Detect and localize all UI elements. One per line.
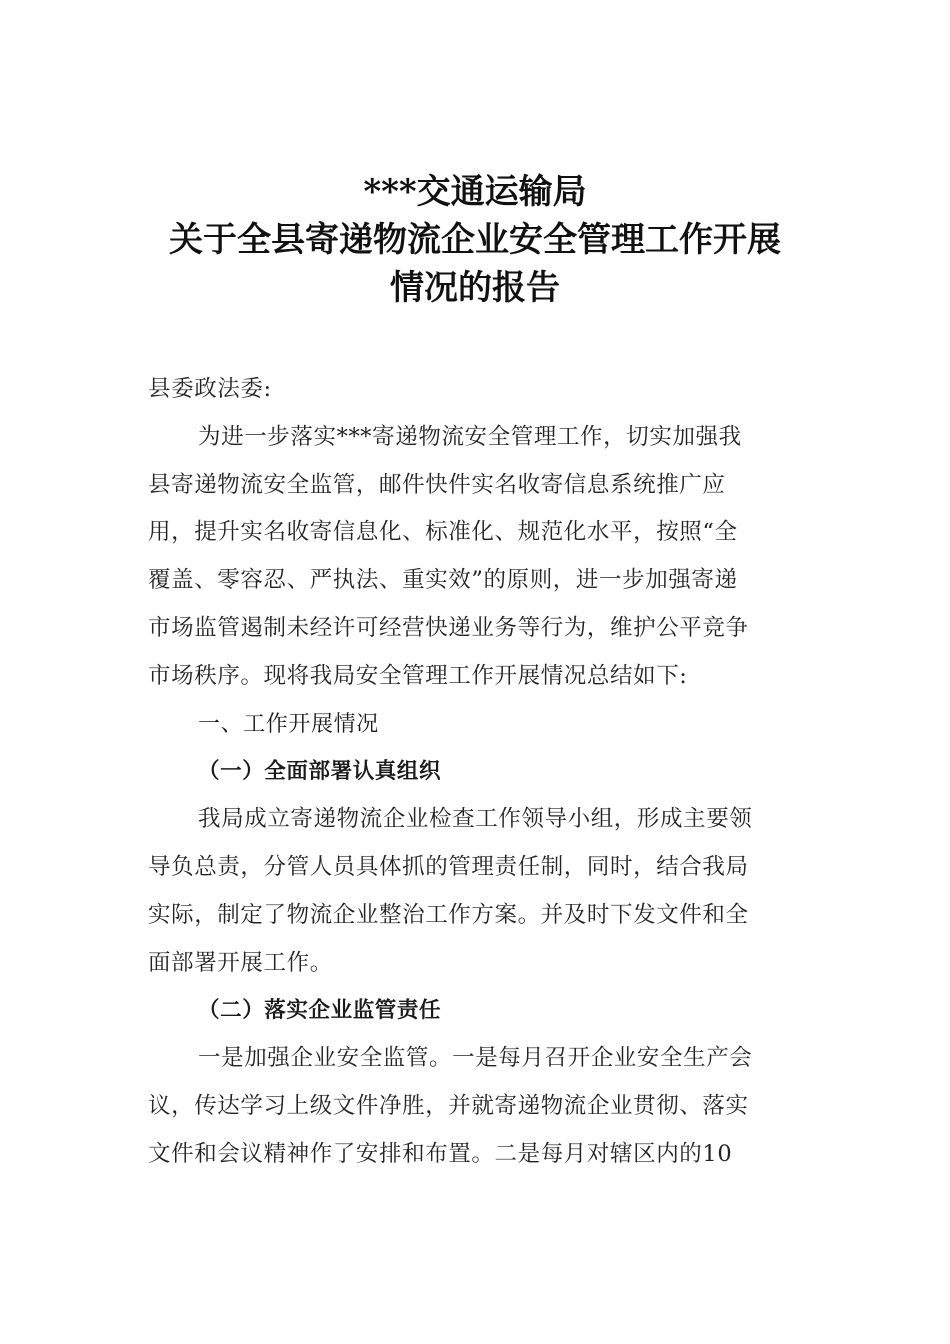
title-line-issuer: ***交通运输局 (363, 172, 587, 212)
paragraph-line: 实际，制定了物流企业整治工作方案。并及时下发文件和全 (148, 901, 749, 928)
title-line-subject: 关于全县寄递物流企业安全管理工作开展 (169, 220, 781, 260)
paragraph-line: 文件和会议精神作了安排和布置。二是每月对辖区内的10 (148, 1140, 733, 1167)
paragraph-line: 导负总责，分管人员具体抓的管理责任制，同时，结合我局 (148, 853, 749, 880)
paragraph-line: 一是加强企业安全监管。一是每月召开企业安全生产会 (198, 1045, 753, 1072)
salutation: 县委政法委: (148, 376, 272, 402)
paragraph-line: 为进一步落实***寄递物流安全管理工作，切实加强我 (198, 423, 742, 450)
paragraph-line: 面部署开展工作。 (148, 949, 333, 976)
paragraph-line: 县寄递物流安全监管，邮件快件实名收寄信息系统推广应 (148, 471, 726, 498)
paragraph-line: 市场监管遏制未经许可经营快递业务等行为，维护公平竞争 (148, 614, 749, 641)
paragraph-line: 我局成立寄递物流企业检查工作领导小组，形成主要领 (198, 806, 753, 833)
paragraph-line: 议，传达学习上级文件净胜，并就寄递物流企业贯彻、落实 (148, 1092, 749, 1119)
document-body (148, 366, 812, 1179)
subsection-heading: （二）落实企业监管责任 (198, 998, 442, 1024)
subsection-heading: （一）全面部署认真组织 (198, 759, 442, 785)
paragraph-line: 用，提升实名收寄信息化、标准化、规范化水平，按照“全 (148, 519, 738, 546)
paragraph-line: 覆盖、零容忍、严执法、重实效”的原则，进一步加强寄递 (148, 567, 738, 594)
document-title (0, 168, 950, 312)
section-heading: 一、工作开展情况 (198, 711, 379, 737)
paragraph-line: 市场秩序。现将我局安全管理工作开展情况总结如下: (148, 662, 688, 689)
title-line-report: 情况的报告 (390, 268, 560, 308)
